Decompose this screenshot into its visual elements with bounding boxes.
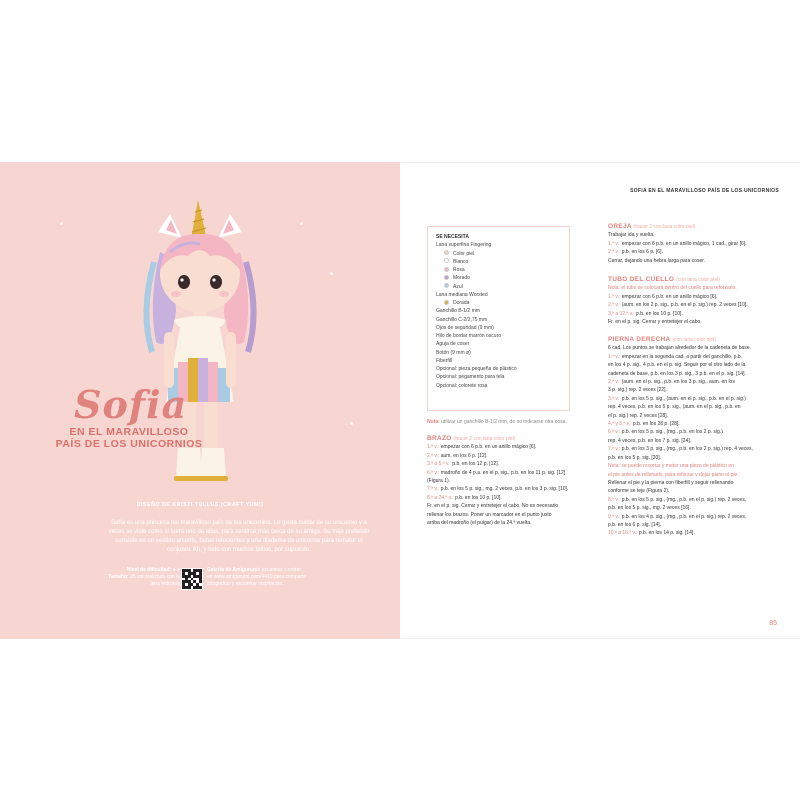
- color-swatch-icon: [444, 283, 449, 288]
- instruction-text: rep. 4 veces, p.b. en los 7 p. sig. [24].: [608, 437, 692, 444]
- instruction-text: p.b. en los 14 p. sig. [14].: [638, 530, 695, 537]
- sparkle: [300, 222, 303, 225]
- instruction-text: empezar en la segunda cad. a partir del ganchillo, p.b.: [621, 353, 743, 360]
- color-swatch-icon: [444, 300, 449, 305]
- instruction-text: p.b. en los 5 p. sig., (mg., p.b. en el p. sig.) rep. 2 veces,: [621, 496, 747, 503]
- pattern-line: [608, 361, 788, 369]
- section-subtitle: (con lana color piel): [676, 277, 720, 283]
- instruction-text: Trabajar ida y vuelta.: [608, 232, 655, 239]
- gallery-label: Galería de Amigurumi:: [207, 567, 261, 573]
- section-heading: [608, 336, 788, 344]
- pattern-line: [427, 469, 602, 477]
- page-number: 85: [769, 620, 777, 627]
- yarn-fine: Lana superfina Fingering: [436, 242, 492, 249]
- note-label: Nota:: [427, 419, 440, 425]
- pattern-line: [608, 310, 783, 318]
- round-number: 7.ª v.:: [608, 446, 621, 453]
- instruction-text: p.b. en los 6 p. [6].: [621, 249, 663, 256]
- instruction-text: (aum. en el p. sig., p.b. en los 3 p. sig., aum. en los: [621, 379, 735, 386]
- section-title: TUBO DEL CUELLO: [608, 276, 675, 283]
- pattern-line: [427, 443, 602, 451]
- pattern-subtitle: [44, 426, 214, 450]
- size: [108, 574, 180, 588]
- pattern-line: [608, 301, 783, 309]
- round-number: 4.ª y 5.ª v.:: [608, 421, 632, 428]
- material-item: Opcional: colorete rosa: [436, 382, 488, 389]
- instruction-text: rellenar los brazos. Poner un marcador en el punto justo: [427, 511, 552, 518]
- size-label: Tamaño:: [108, 574, 129, 580]
- instruction-text: aum. en los 6 p. [12].: [440, 452, 488, 459]
- instruction-text: p.b. en los 5 p. sig., (aum. en el p. sig., p.b. en el p. sig.): [621, 395, 746, 402]
- pattern-line: [608, 370, 788, 378]
- material-item: Aguja de coser: [436, 341, 470, 348]
- instruction-text: p.b. en los 10 p. [10].: [455, 494, 502, 501]
- instruction-text: p.b. en los 12 p. [12].: [452, 461, 499, 468]
- pattern-line: [608, 353, 788, 361]
- gallery-block: [207, 567, 307, 588]
- section-title: OREJA: [608, 223, 632, 230]
- yarn-color-name: Blanco: [453, 258, 469, 265]
- materials-heading: SE NECESITA: [436, 234, 469, 240]
- yarn-fine-colors: [436, 250, 561, 291]
- section-note: [608, 284, 783, 292]
- pattern-line: [608, 395, 788, 403]
- section-title: BRAZO: [427, 435, 452, 442]
- size-value: 25 cm realizado con la lana indicada: [129, 574, 180, 587]
- pattern-line: [608, 487, 788, 495]
- round-number: 6.ª v.:: [427, 469, 440, 476]
- pattern-line: [608, 479, 788, 487]
- yarn-color-item: [436, 266, 561, 274]
- pattern-line: [427, 485, 602, 493]
- pattern-line: [608, 344, 788, 352]
- instruction-text: empezar con 6 p.b. en un anillo mágico [6].: [440, 444, 537, 451]
- yarn-color-item: [436, 274, 561, 282]
- pattern-line: [608, 420, 788, 428]
- pattern-line: [427, 502, 602, 510]
- round-number: 3.ª a 5.ª v.:: [427, 461, 451, 468]
- material-item: Ojos de seguridad (9 mm): [436, 324, 494, 331]
- pattern-line: [608, 529, 788, 537]
- instruction-text: p.b. en los 5 p. sig. [20].: [608, 454, 662, 461]
- hook-note: [427, 419, 607, 425]
- section-title: PIERNA DERECHA: [608, 336, 671, 343]
- round-number: 9.ª v.:: [608, 513, 621, 520]
- pattern-line: [608, 378, 788, 386]
- color-swatch-icon: [444, 267, 449, 272]
- pattern-line: [608, 471, 788, 479]
- instruction-text: empezar con 6 p.b. en un anillo mágico [6].: [621, 293, 718, 300]
- color-swatch-icon: [444, 250, 449, 255]
- note-text: utilizar un ganchillo B-1/2 mm, de no indicarse otra cosa.: [441, 419, 567, 425]
- instruction-text: Rellenar el pie y la pierna con fiberfill y seguir rellenando: [608, 479, 734, 486]
- difficulty-value: ● ●: [172, 567, 180, 573]
- pattern-line: [427, 511, 602, 519]
- design-credit: DISEÑO DE KRISTI TULLUS (CRAFT YUM!): [136, 502, 264, 508]
- right-page: [400, 162, 800, 639]
- sparkle: [60, 222, 63, 225]
- round-number: 1.ª v.:: [608, 240, 621, 247]
- instruction-text: en los 4 p. sig., 4 p.b. en el p. sig. Seguir por el otro lado de la: [608, 362, 746, 369]
- round-number: 2.ª v.:: [608, 302, 621, 309]
- instruction-text: (Figura 1).: [427, 478, 451, 485]
- pattern-line: [608, 445, 788, 453]
- instruction-text: (aum. en los 2 p. sig., p.b. en el p. sig.) rep. 2 veces [10].: [621, 302, 748, 309]
- note-text: el tubo se colocará dentro del cuello para reforzarlo.: [621, 285, 737, 292]
- section-subtitle: (hacer 2 con lana color piel): [633, 224, 696, 230]
- round-number: 7.ª v.:: [427, 486, 440, 493]
- book-spread: [0, 162, 800, 639]
- yarn-color-name: Color piel: [453, 250, 475, 257]
- left-page: [0, 162, 400, 639]
- pattern-line: [427, 477, 602, 485]
- subtitle-line: PAÍS DE LOS UNICORNIOS: [55, 438, 203, 450]
- pattern-line: [427, 494, 602, 502]
- round-number: 3.ª v.:: [608, 395, 621, 402]
- instruction-text: p.b. en los 5 p. sig., mg. 2 veces [16].: [608, 505, 691, 512]
- pattern-line: [608, 496, 788, 504]
- pattern-line: [608, 231, 783, 239]
- section-heading: [427, 435, 602, 443]
- pattern-line: [427, 452, 602, 460]
- materials-box: [427, 226, 570, 411]
- instruction-text: Fr. en el p. sig. Cerrar y entretejer el cabo. No es necesario: [427, 503, 559, 510]
- instruction-text: p.b. en los 28 p. [28].: [633, 421, 680, 428]
- instruction-text: p.b. en los 3 p. sig., (mg., p.b. en los 2 p. sig.) rep. 4 veces,: [621, 446, 753, 453]
- round-number: 1.ª v.:: [608, 353, 621, 360]
- color-swatch-icon: [444, 258, 449, 263]
- instruction-text: p.b. en los 4 p. sig., (mg., p.b. en el p. sig.) rep. 2 veces,: [621, 513, 747, 520]
- intro-paragraph: Sofía es una princesa del maravilloso país de los unicornios. Le gusta cuidar de su unicornio y a veces se viste como si fuera uno de ellos, para sentirse más cerca de su amigo. Su traje preferido consiste en un vestido arcoíris, botas relucientes y una diadema de unicornio para rematar el conjunto. Ah, y todo con muchos brillos, por supuesto.: [108, 520, 370, 553]
- instruction-text: el p. sig.) rep. 2 veces [28].: [608, 412, 669, 419]
- instruction-text: se puede recortar y meter una pieza de plástico en: [621, 463, 734, 470]
- material-item: Opcional: pegamento para tela: [436, 374, 505, 381]
- material-item: Ganchillo C-2/2,75 mm: [436, 316, 488, 323]
- instruction-text: p.b. en los 5 p. sig., (mg., p.b. en los 2 p. sig.): [621, 429, 723, 436]
- pattern-line: [427, 519, 602, 527]
- round-number: 2.ª v.:: [427, 452, 440, 459]
- section-subtitle: (con lana color piel): [672, 337, 716, 343]
- round-number: 2.ª v.:: [608, 379, 621, 386]
- instruction-text: rep. 4 veces, p.b. en los 5 p. sig., (aum. en el p. sig., p.b. en: [608, 404, 741, 411]
- yarn-color-item: [436, 299, 561, 307]
- pattern-line: [608, 513, 788, 521]
- materials-list: [436, 307, 561, 390]
- pattern-line: [608, 293, 783, 301]
- round-number: 1.ª v.:: [608, 293, 621, 300]
- subtitle-line: EN EL MARAVILLOSO: [69, 426, 189, 438]
- pattern-line: [608, 403, 788, 411]
- pattern-line: [608, 386, 788, 394]
- instruction-text: 6 cad. Los puntos se trabajan alrededor de la cadeneta de base.: [608, 345, 751, 352]
- pattern-line: [608, 318, 783, 326]
- instruction-text: madroño de 4 p.a. en el p. sig., p.b. en los 11 p. sig. [12]: [440, 469, 566, 476]
- instruction-text: p.b. en los 5 p. sig., mg. 2 veces, p.b. en los 3 p. sig. [10].: [440, 486, 569, 493]
- instruction-text: cadeneta de base, p.b. en los 3 p. sig., 3 p.b. en el p. sig. [14].: [608, 370, 746, 377]
- material-item: Hilo de bordar marrón oscuro: [436, 333, 502, 339]
- section-pierna: [608, 336, 788, 538]
- sparkle: [350, 422, 353, 425]
- section-heading: [608, 276, 783, 284]
- section-heading: [608, 223, 783, 231]
- round-number: 6.ª v.:: [608, 429, 621, 436]
- pattern-line: [427, 460, 602, 468]
- pattern-line: [608, 437, 788, 445]
- pattern-title: Sofia: [74, 382, 188, 427]
- round-number: 8.ª v.:: [608, 496, 621, 503]
- instruction-text: 3 p. sig.) rep. 2 veces [22].: [608, 387, 667, 394]
- pattern-line: [608, 504, 788, 512]
- material-item: Fiberfill: [436, 357, 453, 364]
- pattern-line: [608, 257, 783, 265]
- yarn-color-name: Azul: [453, 283, 463, 290]
- instruction-text: el pie antes de rellenarlo, para reforzar y dejar plano el pie.: [608, 471, 739, 478]
- meta-block: [108, 567, 180, 588]
- instruction-text: p.b. en los 10 p. [10].: [636, 310, 683, 317]
- section-brazo: [427, 435, 602, 527]
- instruction-text: p.b. en los 6 p. sig. [14].: [608, 521, 662, 528]
- pattern-line: [608, 428, 788, 436]
- gallery-text: escanear o entrar en www.amigurumi.com/4410 para compartir fotografías y encontrar inspiración.: [207, 567, 307, 587]
- round-number: 8.ª a 24.ª v.:: [427, 494, 454, 501]
- qr-code[interactable]: [181, 568, 203, 590]
- round-number: Nota:: [608, 463, 620, 470]
- yarn-worsted: Lana mediana Worsted: [436, 291, 488, 298]
- color-swatch-icon: [444, 275, 449, 280]
- pattern-line: [608, 240, 783, 248]
- instruction-text: Fr. en el p. sig. Cerrar y entretejer el cabo.: [608, 319, 702, 326]
- instruction-text: Cerrar, dejando una hebra larga para coser.: [608, 257, 706, 264]
- sparkle: [330, 272, 333, 275]
- yarn-color-item: [436, 283, 561, 291]
- round-number: 3.ª a 12.ª v.:: [608, 310, 635, 317]
- difficulty-label: Nivel de dificultad:: [126, 567, 172, 573]
- pattern-line: [608, 454, 788, 462]
- section-tubo: [608, 276, 783, 326]
- round-number: 10.ª a 16.ª v.:: [608, 530, 638, 537]
- yarn-color-name: Dorada: [453, 300, 470, 306]
- yarn-worsted-colors: [436, 299, 561, 307]
- yarn-color-item: [436, 258, 561, 266]
- note-label: Nota:: [608, 285, 620, 292]
- pattern-line: [608, 521, 788, 529]
- round-number: 1.ª v.:: [427, 444, 440, 451]
- pattern-line: [608, 412, 788, 420]
- running-head: SOFIA EN EL MARAVILLOSO PAÍS DE LOS UNICORNIOS: [630, 188, 779, 194]
- difficulty: [108, 567, 180, 574]
- material-item: Opcional: pieza pequeña de plástico: [436, 366, 517, 372]
- instruction-text: conforme se teje (Figura 2).: [608, 488, 670, 495]
- yarn-color-name: Morado: [453, 275, 470, 282]
- material-item: Ganchillo B-1/2 mm: [436, 308, 480, 315]
- round-number: 2.ª v.:: [608, 249, 621, 256]
- section-oreja: [608, 223, 783, 265]
- material-item: Botón (9 mm ø): [436, 349, 471, 356]
- pattern-line: [608, 462, 788, 470]
- yarn-color-item: [436, 250, 561, 258]
- yarn-color-name: Rosa: [453, 267, 465, 273]
- instruction-text: empezar con 6 p.b. en un anillo mágico, 1 cad., girar [6].: [621, 240, 747, 247]
- instruction-text: arriba del madroño (el pulgar) de la 24.ª vuelta.: [427, 520, 532, 527]
- section-subtitle: (hacer 2 con lana color piel): [453, 436, 516, 442]
- pattern-line: [608, 248, 783, 256]
